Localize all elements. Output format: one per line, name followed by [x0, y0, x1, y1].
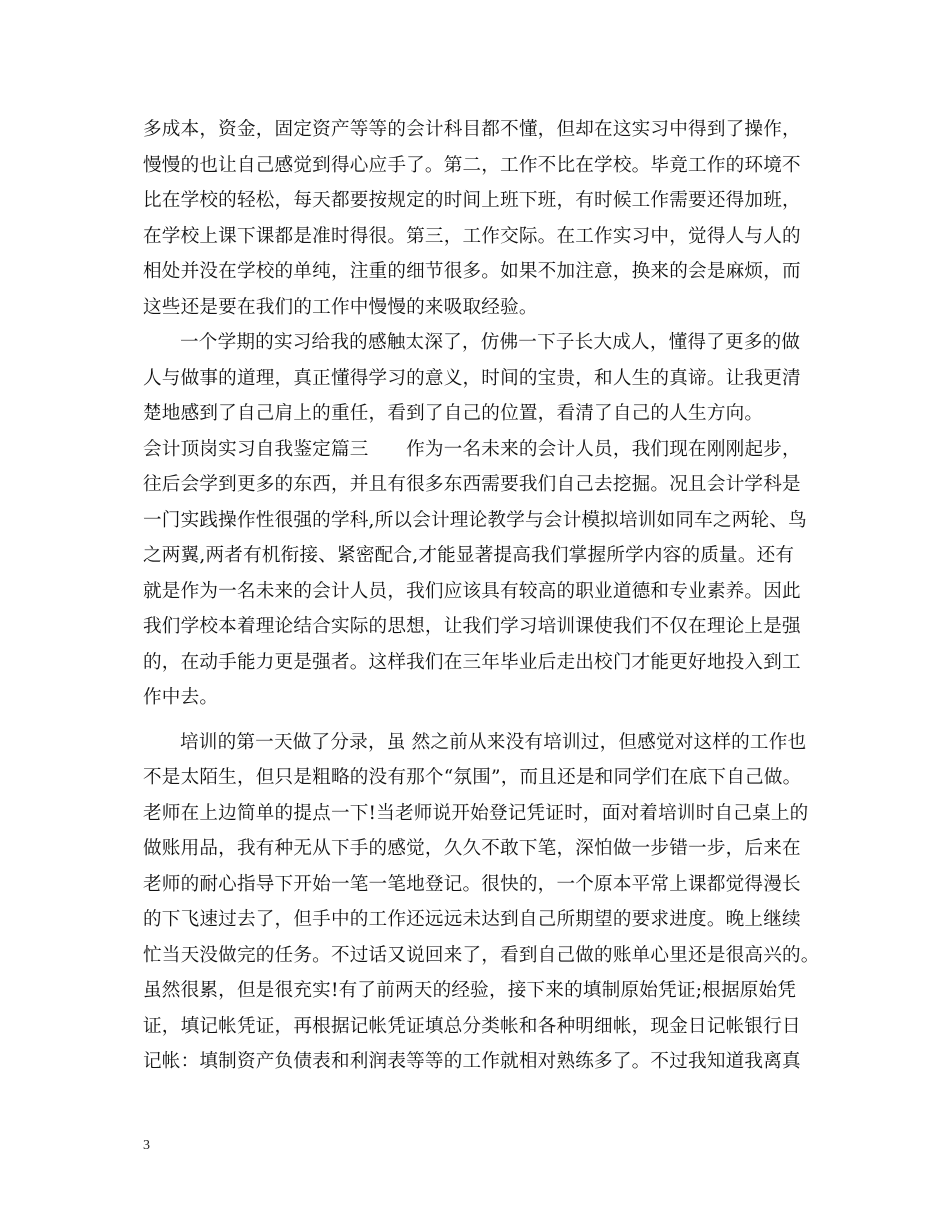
- paragraph-start-line: 一个学期的实习给我的感触太深了，仿佛一下子长大成人，懂得了更多的做: [180, 332, 801, 353]
- text-line: 的下飞速过去了，但手中的工作还远远未达到自己所期望的要求进度。晚上继续: [143, 909, 801, 930]
- text-line: 不是太陌生，但只是粗略的没有那个“氛围”，而且还是和同学们在底下自己做。: [143, 767, 802, 788]
- text-line: 一门实践操作性很强的学科,所以会计理论教学与会计模拟培训如同车之两轮、鸟: [143, 509, 807, 531]
- text-line: 往后会学到更多的东西，并且有很多东西需要我们自己去挖掘。况且会计学科是: [143, 474, 801, 495]
- text-line: 证，填记帐凭证，再根据记帐凭证填总分类帐和各种明细帐，现金日记帐银行日: [143, 1015, 801, 1037]
- text-line: 的，在动手能力更是强者。这样我们在三年毕业后走出校门才能更好地投入到工: [143, 651, 801, 673]
- text-line: 记帐：填制资产负债表和利润表等等的工作就相对熟练多了。不过我知道我离真: [143, 1051, 801, 1072]
- paragraph-start-line: 培训的第一天做了分录，虽 然之前从来没有培训过，但感觉对这样的工作也: [180, 731, 807, 753]
- text-line: 老师在上边简单的提点一下!当老师说开始登记凭证时，面对着培训时自己桌上的: [143, 802, 809, 824]
- text-line: 多成本，资金，固定资产等等的会计科目都不懂，但却在这实习中得到了操作，: [143, 119, 801, 140]
- text-line: 人与做事的道理，真正懂得学习的意义，时间的宝贵，和人生的真谛。让我更清: [143, 367, 801, 389]
- text-line: 忙当天没做完的任务。不过话又说回来了，看到自己做的账单心里还是很高兴的。: [143, 944, 820, 966]
- page-number: 3: [143, 1138, 150, 1153]
- text-line: 就是作为一名未来的会计人员，我们应该具有较高的职业道德和专业素养。因此: [143, 580, 801, 602]
- text-line: 楚地感到了自己肩上的重任，看到了自己的位置，看清了自己的人生方向。: [143, 403, 764, 424]
- text-line: 虽然很累，但是很充实!有了前两天的经验，接下来的填制原始凭证;根据原始凭: [143, 980, 797, 1001]
- body-text: [143, 112, 823, 1080]
- text-line: 做账用品，我有种无从下手的感觉，久久不敢下笔，深怕做一步错一步，后来在: [143, 838, 801, 859]
- text-line: 这些还是要在我们的工作中慢慢的来吸取经验。: [143, 296, 538, 318]
- text-line: 我们学校本着理论结合实际的思想，让我们学习培训课使我们不仅在理论上是强: [143, 616, 801, 637]
- text-line: 之两翼,两者有机衔接、紧密配合,才能显著提高我们掌握所学内容的质量。还有: [143, 545, 795, 566]
- text-line: 比在学校的轻松，每天都要按规定的时间上班下班，有时候工作需要还得加班，: [143, 190, 801, 211]
- text-line: 慢慢的也让自己感觉到得心应手了。第二，工作不比在学校。毕竟工作的环境不: [143, 154, 801, 176]
- text-line: 在学校上课下课都是准时得很。第三，工作交际。在工作实习中，觉得人与人的: [143, 225, 801, 247]
- text-line: 作中去。: [143, 687, 219, 708]
- text-line: 老师的耐心指导下开始一笔一笔地登记。很快的，一个原本平常上课都觉得漫长: [143, 873, 801, 895]
- text-line: 相处并没在学校的单纯，注重的细节很多。如果不加注意，换来的会是麻烦，而: [143, 261, 801, 282]
- section-heading-line: 会计顶岗实习自我鉴定篇三 作为一名未来的会计人员，我们现在刚刚起步，: [143, 438, 801, 460]
